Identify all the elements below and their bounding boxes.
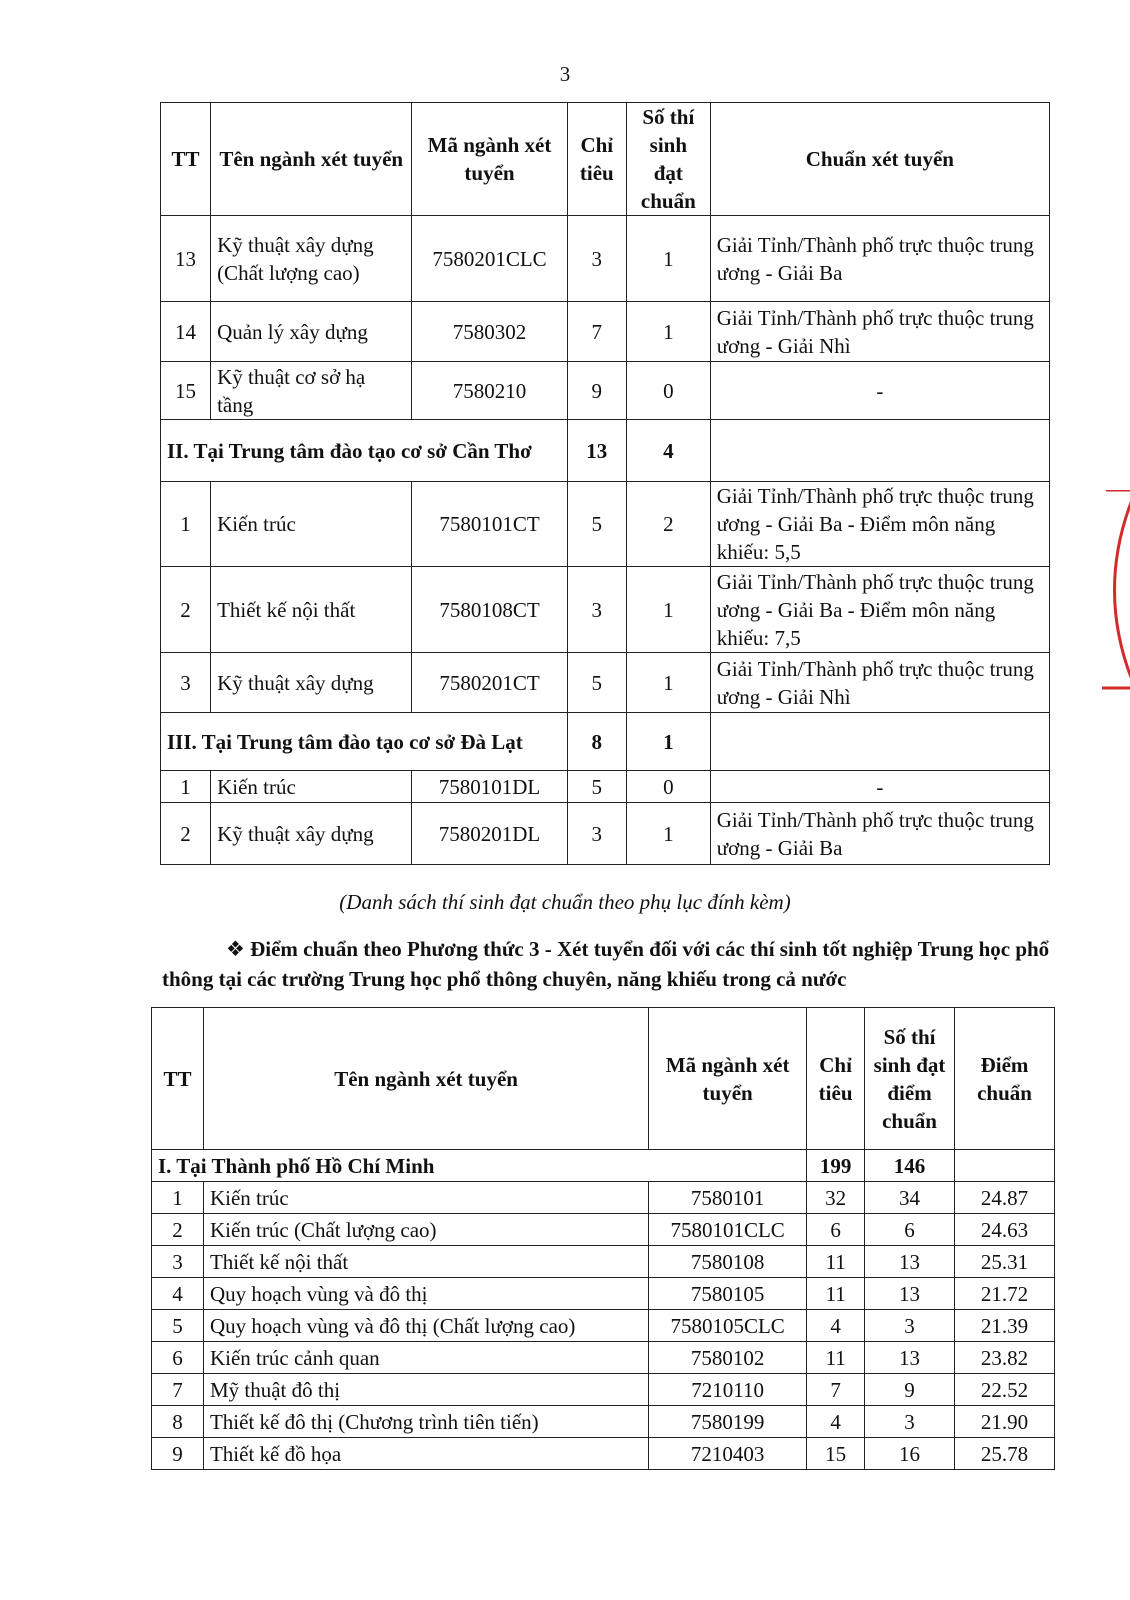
cell-name: Kỹ thuật xây dựng: [211, 653, 412, 713]
section-passed: 1: [626, 713, 710, 771]
header-criteria: Chuẩn xét tuyển: [710, 103, 1049, 216]
cell-code: 7210110: [649, 1374, 807, 1406]
cell-passed: 13: [865, 1246, 955, 1278]
cell-code: 7580201CLC: [412, 216, 567, 302]
cell-name: Mỹ thuật đô thị: [203, 1374, 648, 1406]
cell-quota: 4: [807, 1310, 865, 1342]
cell-quota: 3: [567, 216, 626, 302]
cell-quota: 6: [807, 1214, 865, 1246]
cell-passed: 3: [865, 1310, 955, 1342]
table-row: [152, 1214, 1055, 1246]
header-tt: TT: [152, 1008, 204, 1150]
cell-name: Thiết kế đồ họa: [203, 1438, 648, 1470]
cell-name: Thiết kế nội thất: [211, 567, 412, 653]
section-title: II. Tại Trung tâm đào tạo cơ sở Cần Thơ: [161, 420, 568, 482]
cell-code: 7580201DL: [412, 803, 567, 865]
table-row: [161, 567, 1050, 653]
cell-passed: 16: [865, 1438, 955, 1470]
cell-name: Quy hoạch vùng và đô thị: [203, 1278, 648, 1310]
header-quota: Chỉ tiêu: [567, 103, 626, 216]
cell-code: 7580201CT: [412, 653, 567, 713]
section-heading: [162, 934, 1052, 994]
cell-score: 23.82: [955, 1342, 1055, 1374]
cell-passed: 1: [626, 653, 710, 713]
cell-tt: 9: [152, 1438, 204, 1470]
cell-code: 7580105CLC: [649, 1310, 807, 1342]
table-row: [152, 1374, 1055, 1406]
cell-name: Kiến trúc: [211, 771, 412, 803]
table-header-row: [161, 103, 1050, 216]
cell-quota: 4: [807, 1406, 865, 1438]
section-passed: 146: [865, 1150, 955, 1182]
cell-name: Kiến trúc cảnh quan: [203, 1342, 648, 1374]
cell-code: 7580102: [649, 1342, 807, 1374]
cell-tt: 3: [152, 1246, 204, 1278]
section-passed: 4: [626, 420, 710, 482]
cell-name: Kiến trúc (Chất lượng cao): [203, 1214, 648, 1246]
cell-score: 24.87: [955, 1182, 1055, 1214]
cell-criteria: Giải Tỉnh/Thành phố trực thuộc trung ương - Giải Ba - Điểm môn năng khiếu: 5,5: [710, 482, 1049, 567]
cell-code: 7580210: [412, 362, 567, 420]
table-row: [152, 1182, 1055, 1214]
cell-quota: 11: [807, 1278, 865, 1310]
cell-quota: 3: [567, 803, 626, 865]
cell-quota: 5: [567, 653, 626, 713]
cell-tt: 1: [161, 482, 211, 567]
cell-tt: 2: [161, 567, 211, 653]
section-empty-cell: [710, 713, 1049, 771]
cell-code: 7580101CT: [412, 482, 567, 567]
cell-name: Quy hoạch vùng và đô thị (Chất lượng cao): [203, 1310, 648, 1342]
cell-tt: 1: [161, 771, 211, 803]
cell-criteria: Giải Tỉnh/Thành phố trực thuộc trung ương - Giải Ba - Điểm môn năng khiếu: 7,5: [710, 567, 1049, 653]
header-tt: TT: [161, 103, 211, 216]
cell-quota: 15: [807, 1438, 865, 1470]
cell-quota: 5: [567, 482, 626, 567]
table-row: [152, 1278, 1055, 1310]
cell-quota: 32: [807, 1182, 865, 1214]
section-row: [161, 713, 1050, 771]
table-row: [152, 1246, 1055, 1278]
section-quota: 199: [807, 1150, 865, 1182]
cell-passed: 0: [626, 362, 710, 420]
cell-code: 7580302: [412, 302, 567, 362]
cell-passed: 6: [865, 1214, 955, 1246]
section-empty-cell: [955, 1150, 1055, 1182]
cell-code: 7210403: [649, 1438, 807, 1470]
admission-criteria-table: [160, 102, 1050, 865]
cell-quota: 9: [567, 362, 626, 420]
cell-quota: 3: [567, 567, 626, 653]
cell-score: 21.39: [955, 1310, 1055, 1342]
cell-tt: 15: [161, 362, 211, 420]
table-row: [161, 771, 1050, 803]
header-quota: Chỉ tiêu: [807, 1008, 865, 1150]
cell-quota: 7: [807, 1374, 865, 1406]
cell-name: Quản lý xây dựng: [211, 302, 412, 362]
section-title: I. Tại Thành phố Hồ Chí Minh: [152, 1150, 807, 1182]
cell-name: Thiết kế đô thị (Chương trình tiên tiến): [203, 1406, 648, 1438]
cell-code: 7580101CLC: [649, 1214, 807, 1246]
cell-name: Kỹ thuật cơ sở hạ tầng: [211, 362, 412, 420]
cell-passed: 1: [626, 302, 710, 362]
diamond-bullet-icon: ❖: [226, 937, 245, 961]
cell-score: 25.78: [955, 1438, 1055, 1470]
cell-tt: 5: [152, 1310, 204, 1342]
header-passed: Số thí sinh đạt chuẩn: [626, 103, 710, 216]
table-row: [152, 1438, 1055, 1470]
table-row: [152, 1342, 1055, 1374]
cell-passed: 3: [865, 1406, 955, 1438]
cell-score: 21.90: [955, 1406, 1055, 1438]
heading-text: Điểm chuẩn theo Phương thức 3 - Xét tuyển đối với các thí sinh tốt nghiệp Trung học phổ thông tại các trường Trung học phổ thông chuyên, năng khiếu trong cả nước: [162, 937, 1050, 991]
red-stamp-fragment-icon: [1092, 490, 1130, 690]
cell-criteria: -: [710, 771, 1049, 803]
section-quota: 13: [567, 420, 626, 482]
cell-code: 7580108CT: [412, 567, 567, 653]
cell-passed: 13: [865, 1278, 955, 1310]
table-caption: (Danh sách thí sinh đạt chuẩn theo phụ lục đính kèm): [339, 890, 791, 914]
table-row: [161, 653, 1050, 713]
page-number: 3: [559, 62, 571, 86]
cell-quota: 5: [567, 771, 626, 803]
section-row: [161, 420, 1050, 482]
cell-tt: 1: [152, 1182, 204, 1214]
cell-tt: 14: [161, 302, 211, 362]
cell-criteria: -: [710, 362, 1049, 420]
header-name: Tên ngành xét tuyển: [211, 103, 412, 216]
section-empty-cell: [710, 420, 1049, 482]
cell-tt: 2: [161, 803, 211, 865]
table-row: [161, 216, 1050, 302]
cell-quota: 7: [567, 302, 626, 362]
cell-code: 7580105: [649, 1278, 807, 1310]
cell-name: Kiến trúc: [211, 482, 412, 567]
cell-name: Thiết kế nội thất: [203, 1246, 648, 1278]
cell-score: 25.31: [955, 1246, 1055, 1278]
cell-tt: 2: [152, 1214, 204, 1246]
cell-tt: 7: [152, 1374, 204, 1406]
cell-passed: 1: [626, 567, 710, 653]
header-code: Mã ngành xét tuyển: [412, 103, 567, 216]
table-row: [152, 1310, 1055, 1342]
section-title: III. Tại Trung tâm đào tạo cơ sở Đà Lạt: [161, 713, 568, 771]
header-passed: Số thí sinh đạt điểm chuẩn: [865, 1008, 955, 1150]
cell-name: Kiến trúc: [203, 1182, 648, 1214]
cell-quota: 11: [807, 1246, 865, 1278]
table-row: [161, 302, 1050, 362]
cell-name: Kỹ thuật xây dựng (Chất lượng cao): [211, 216, 412, 302]
header-score: Điểm chuẩn: [955, 1008, 1055, 1150]
section-quota: 8: [567, 713, 626, 771]
cell-criteria: Giải Tỉnh/Thành phố trực thuộc trung ương - Giải Nhì: [710, 302, 1049, 362]
cell-code: 7580101: [649, 1182, 807, 1214]
cell-quota: 11: [807, 1342, 865, 1374]
cell-passed: 9: [865, 1374, 955, 1406]
table-header-row: [152, 1008, 1055, 1150]
cell-tt: 13: [161, 216, 211, 302]
cell-tt: 4: [152, 1278, 204, 1310]
cell-code: 7580199: [649, 1406, 807, 1438]
cell-passed: 34: [865, 1182, 955, 1214]
cell-criteria: Giải Tỉnh/Thành phố trực thuộc trung ương - Giải Nhì: [710, 653, 1049, 713]
header-code: Mã ngành xét tuyển: [649, 1008, 807, 1150]
cell-tt: 3: [161, 653, 211, 713]
section-row: [152, 1150, 1055, 1182]
table-row: [152, 1406, 1055, 1438]
cell-passed: 2: [626, 482, 710, 567]
cell-score: 21.72: [955, 1278, 1055, 1310]
cell-tt: 8: [152, 1406, 204, 1438]
table-row: [161, 803, 1050, 865]
table-row: [161, 362, 1050, 420]
cell-passed: 13: [865, 1342, 955, 1374]
cell-code: 7580108: [649, 1246, 807, 1278]
table-row: [161, 482, 1050, 567]
cell-name: Kỹ thuật xây dựng: [211, 803, 412, 865]
cell-criteria: Giải Tỉnh/Thành phố trực thuộc trung ương - Giải Ba: [710, 803, 1049, 865]
header-name: Tên ngành xét tuyển: [203, 1008, 648, 1150]
cell-score: 22.52: [955, 1374, 1055, 1406]
cell-passed: 0: [626, 771, 710, 803]
cell-score: 24.63: [955, 1214, 1055, 1246]
cell-passed: 1: [626, 216, 710, 302]
cell-tt: 6: [152, 1342, 204, 1374]
cell-code: 7580101DL: [412, 771, 567, 803]
cell-passed: 1: [626, 803, 710, 865]
cell-criteria: Giải Tỉnh/Thành phố trực thuộc trung ương - Giải Ba: [710, 216, 1049, 302]
benchmark-score-table: [151, 1007, 1055, 1470]
